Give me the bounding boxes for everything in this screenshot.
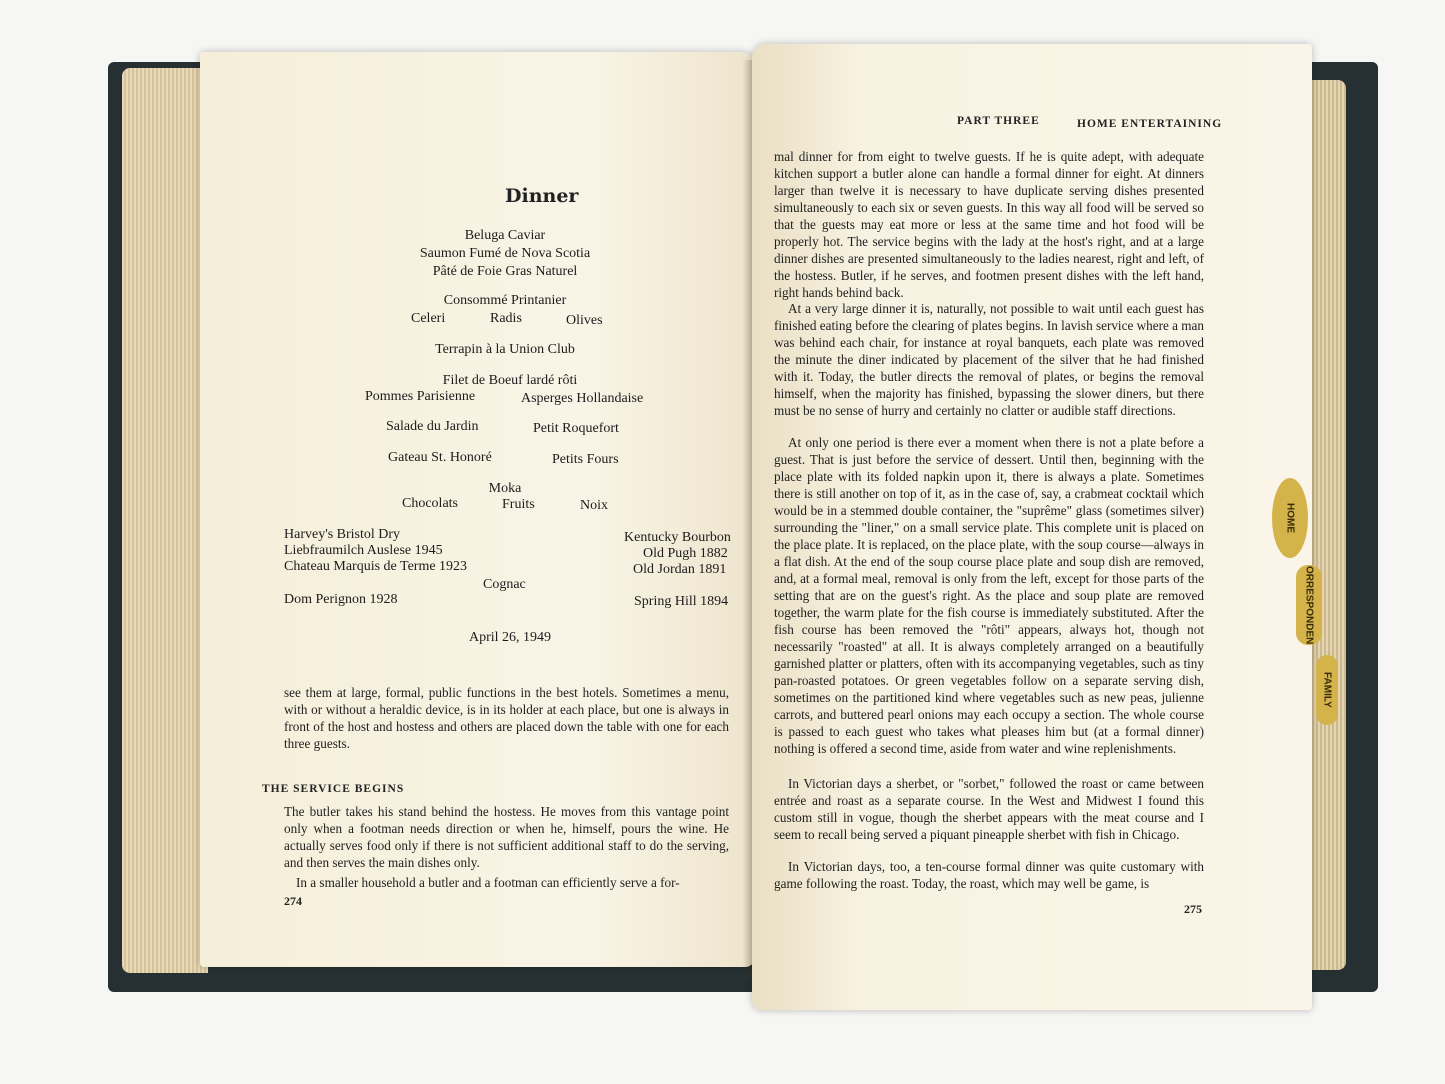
menu-item: Celeri (411, 311, 446, 326)
menu-item: Saumon Fumé de Nova Scotia (419, 246, 591, 261)
menu-item: Consommé Printanier (443, 293, 567, 308)
tab-label: FAMILY (1321, 672, 1333, 708)
menu-item: Moka (488, 481, 522, 496)
tab-label: ORRESPONDEN (1303, 565, 1315, 645)
left-page-edges (122, 68, 208, 973)
body-paragraph: In a smaller household a butler and a footman can efficiently serve a for- (296, 875, 680, 890)
menu-item: Noix (580, 498, 608, 513)
menu-item: Beluga Caviar (464, 228, 546, 243)
body-paragraph: At a very large dinner it is, naturally, not possible to wait until each guest has finished eating before the clearing of plates begins. In lavish service where a man was behind each chair, for instance at royal banquets, each plate was removed the minute the diner indicated by placement of the silver that he had finished with it. Today, the butler directs the removal of plates, or begins the removal himself, when the majority has finished, bypassing the slower diners, but there must be no sense of hurry and certainly no clatter or audible staff directions. (774, 301, 1204, 418)
wine-item: Old Jordan 1891 (633, 562, 727, 577)
running-head-part: PART THREE (957, 115, 1040, 127)
menu-item: Chocolats (402, 496, 458, 511)
wine-item: Old Pugh 1882 (643, 546, 728, 561)
wine-item: Chateau Marquis de Terme 1923 (284, 559, 468, 574)
wine-item: Harvey's Bristol Dry (284, 527, 401, 542)
thumb-tab-family[interactable] (1316, 655, 1338, 725)
menu-item: Olives (566, 313, 603, 328)
body-paragraph: In Victorian days, too, a ten-course formal dinner was quite customary with game following the roast. Today, the roast, which may well be game, is (774, 859, 1204, 891)
body-paragraph: In Victorian days a sherbet, or "sorbet," followed the roast or came between entrée and roast as a separate course. In the West and Midwest I found this custom still in vogue, though the sherbet appears with the meat course and I seem to recall being served a piquant pineapple sherbet with fish in Chicago. (774, 776, 1204, 842)
menu-item: Gateau St. Honoré (388, 450, 492, 465)
section-heading: THE SERVICE BEGINS (262, 783, 405, 795)
menu-item: Pâté de Foie Gras Naturel (432, 264, 578, 279)
page-number: 274 (284, 894, 302, 908)
wine-item: Kentucky Bourbon (624, 530, 731, 545)
page-number: 275 (1184, 902, 1202, 916)
menu-item: Petits Fours (552, 452, 619, 467)
menu-item: Petit Roquefort (533, 421, 619, 436)
thumb-tab-correspondence[interactable] (1296, 565, 1322, 645)
menu-item: Filet de Boeuf lardé rôti (442, 373, 578, 388)
body-paragraph: mal dinner for from eight to twelve guests. If he is quite adept, with adequate kitchen support a butler alone can handle a formal dinner for eight. At dinners larger than twelve it is necessary to have duplicate serving dishes presented simultaneously to each six or seven guests. In this way all food will be served so that the guests may eat more or less at the same time and hot food will be properly hot. The service begins with the lady at the host's right, and at a large dinner dishes are presented simultaneously to the ladies nearest, right and left, of the hostess. Butler, if he serves, and footmen present dishes with the left hand, right hands behind back. (774, 149, 1204, 300)
menu-item: Pommes Parisienne (365, 389, 476, 404)
wine-item: Dom Perignon 1928 (284, 592, 398, 607)
wine-item: Liebfraumilch Auslese 1945 (284, 543, 443, 558)
menu-item: Salade du Jardin (386, 419, 479, 434)
menu-item: Radis (490, 311, 522, 326)
body-paragraph: The butler takes his stand behind the hostess. He moves from this vantage point only when a footman needs direction or when he, himself, pours the wine. He actually serves food only if there is not sufficient additional staff to do the serving, and then serves the main dishes only. (284, 804, 729, 870)
tab-label: HOME (1284, 503, 1296, 533)
left-page: Dinner Beluga Caviar Saumon Fumé de Nova Scotia Pâté de Foie Gras Naturel Consommé Printanier Celeri Radis Olives Terrapin à la Union Club Filet de Boeuf lardé rôti Pommes Parisienne Asperges Hollandaise Salade du Jardin Petit Roquefort Gateau St. Honoré Petits Fours Moka Chocolats Fruits Noix Harvey's Bristol Dry Liebfraumilch Auslese 1945 Chateau Marquis de Terme 1923 Cognac Dom Perignon 1928 Kentucky Bourbon Old Pugh 1882 Old Jordan 1891 Spring Hill 1894 April 26, 1949 see them at large, formal, public functions in the best hotels. Sometimes a menu, with or without a heraldic device, is in its holder at each place, but one is always in front of the host and hostess and others are placed down the table with one for each three guests. THE SERVICE BEGINS The butler takes his stand behind the hostess. He moves from this vantage point only when a footman needs direction or when he, himself, pours the wine. He actually serves food only if there is not sufficient additional staff to do the serving, and then serves the main dishes only. In a smaller household a butler and a footman can efficiently serve a for- 274 (200, 52, 755, 967)
body-paragraph: see them at large, formal, public functions in the best hotels. Sometimes a menu, with or without a heraldic device, is in its holder at each place, but one is always in front of the host and hostess and others are placed down the table with one for each three guests. (284, 685, 729, 751)
right-page (752, 44, 1312, 1010)
menu-item: Terrapin à la Union Club (435, 342, 575, 357)
running-head-title: HOME ENTERTAINING (1077, 118, 1223, 130)
menu-item: Asperges Hollandaise (521, 391, 644, 406)
menu-date: April 26, 1949 (468, 630, 552, 645)
wine-item: Cognac (483, 577, 526, 592)
menu-item: Fruits (502, 497, 535, 512)
body-paragraph: At only one period is there ever a moment when there is not a plate before a guest. That is just before the service of dessert. Until then, beginning with the place plate with its folded napkin upon it, there is always a plate. Sometimes there is still another on top of it, as in the case of, say, a crabmeat cocktail which would be in a stemmed double container, the "suprême" glass (sometimes silver) surrounding the "liner," on a small service plate. This complete unit is placed on the place plate. It is replaced, on the place plate, with the soup course—always in a flat dish. At the end of the soup course place plate and soup dish are removed, and, at a formal meal, removal is only from the left, except for those parts of the setting that are on the guest's right. As the place and soup plate are removed together, the warm plate for the fish course is immediately substituted. After the fish course has been removed the "rôti" appears, always hot, though not necessarily "roasted" at all. It is always completely arranged on a beautifully garnished platter or platters, often with its accompanying vegetables, such as tiny pan-roasted potatoes. Or green vegetables follow on a separate serving dish, sometimes on the partitioned kind where vegetables such as new peas, julienne carrots, and buttered pearl onions may each occupy a section. The whole course is passed to each guest who takes what pleases him but (at a formal dinner) nothing is offered a second time, aside from water and wine replenishments. (774, 435, 1204, 756)
thumb-tab-home[interactable] (1272, 478, 1308, 558)
wine-item: Spring Hill 1894 (634, 594, 729, 609)
